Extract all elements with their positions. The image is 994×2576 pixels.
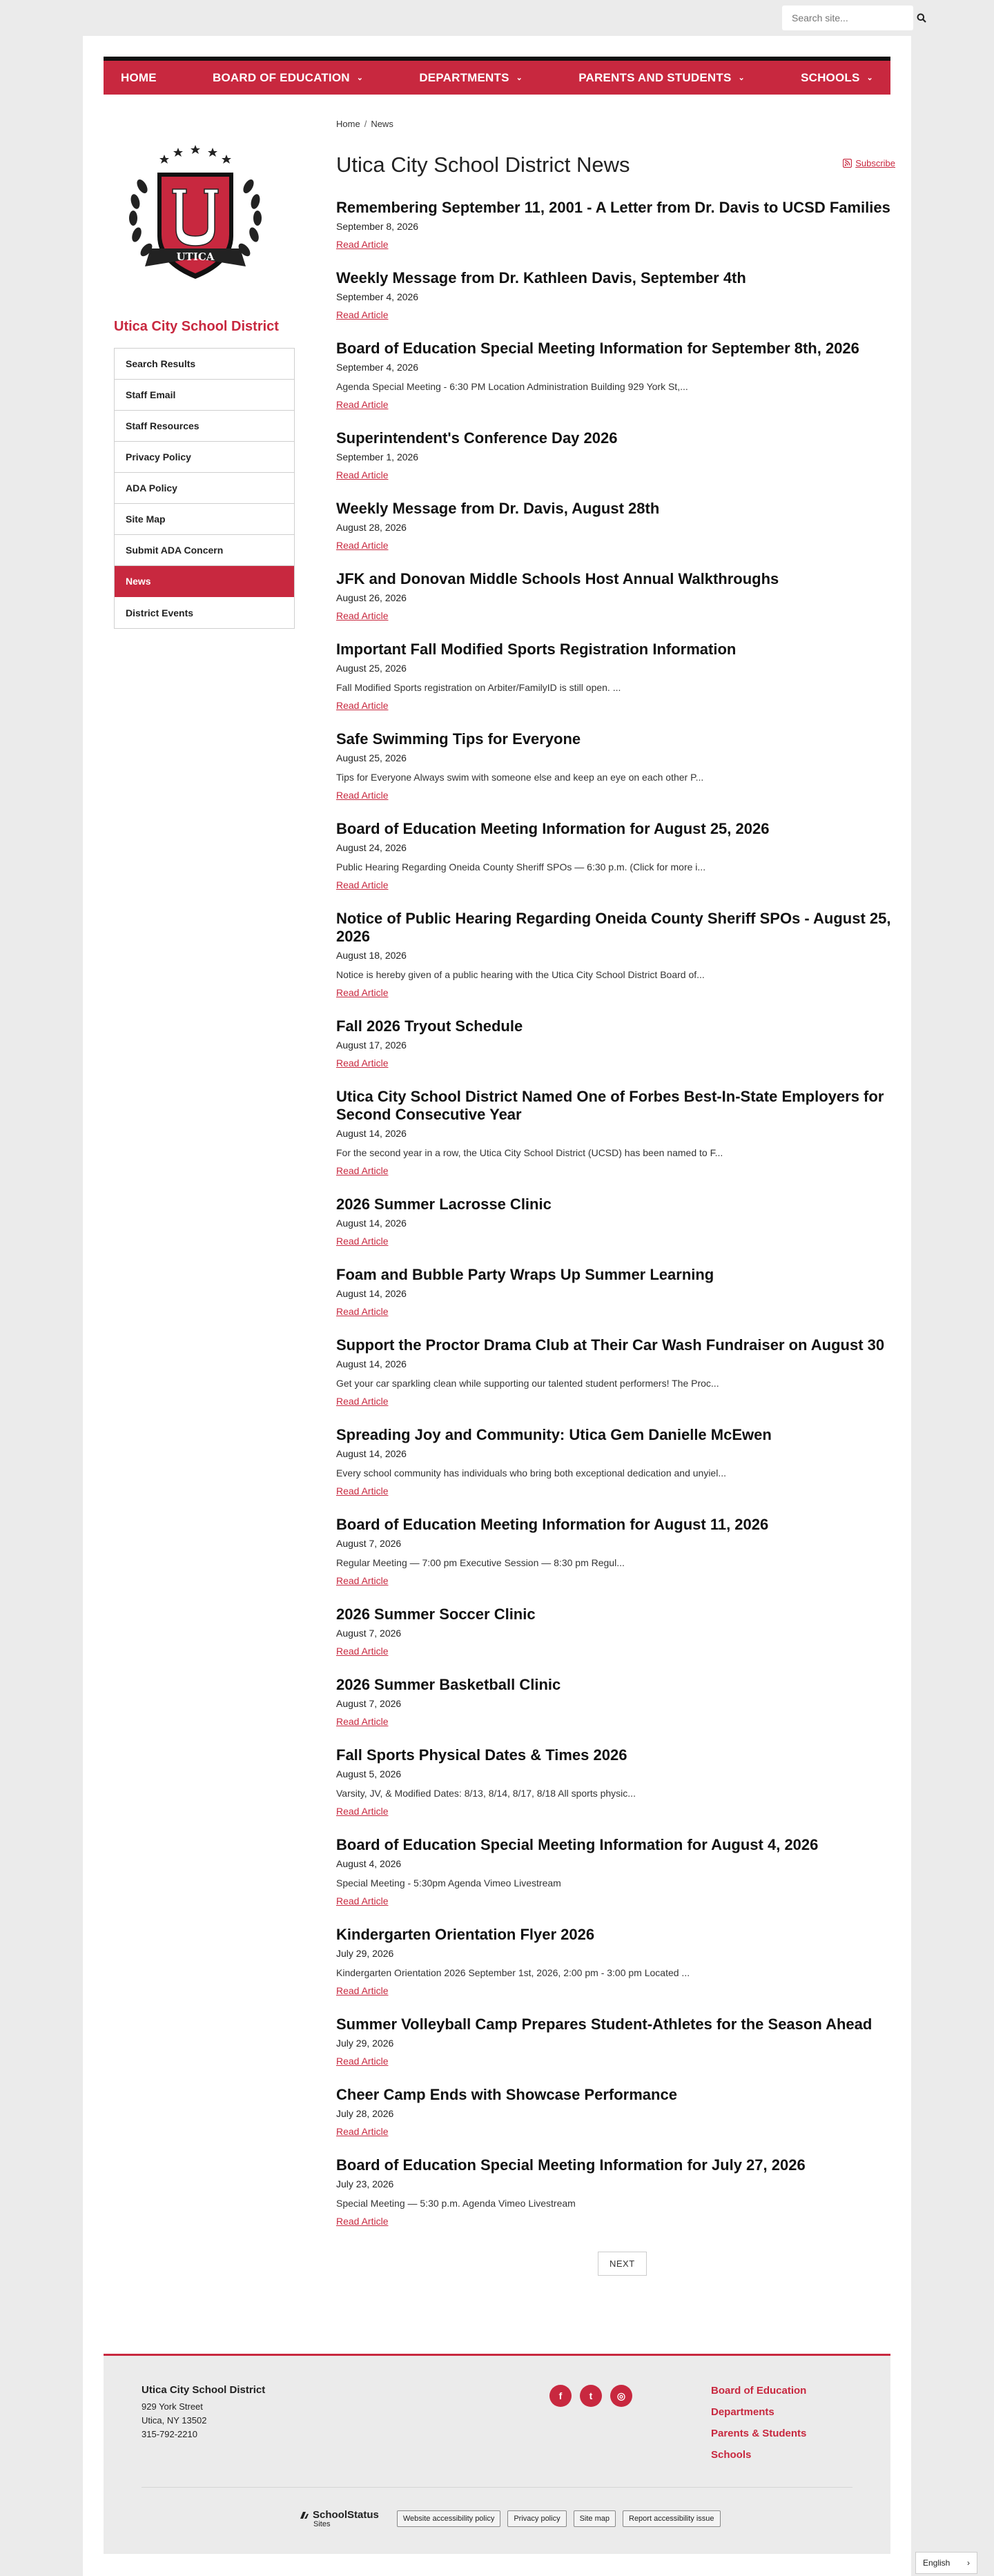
footer-address [142, 2383, 265, 2441]
nav-parents-and-students[interactable] [578, 71, 745, 85]
facebook-icon: f [558, 2390, 563, 2401]
nav-label: SCHOOLS [801, 70, 860, 84]
read-article-link[interactable]: Read Article [336, 1306, 389, 1317]
read-article-link[interactable]: Read Article [336, 700, 389, 711]
news-excerpt: Agenda Special Meeting - 6:30 PM Location Administration Building 929 York St,... [336, 381, 688, 392]
subscribe-link[interactable] [843, 158, 895, 168]
nav-home[interactable] [121, 71, 157, 85]
footer-phone: 315-792-2210 [142, 2429, 197, 2439]
read-article-link[interactable]: Read Article [336, 1806, 389, 1817]
news-date: August 14, 2026 [336, 1128, 407, 1139]
nav-label: PARENTS AND STUDENTS [578, 70, 732, 84]
news-item [336, 1088, 895, 1178]
read-article-link[interactable]: Read Article [336, 610, 389, 621]
read-article-link[interactable]: Read Article [336, 879, 389, 890]
news-item [336, 500, 895, 552]
news-item [336, 2016, 895, 2068]
sidebar-item-submit-ada-concern[interactable]: Submit ADA Concern [115, 535, 294, 566]
news-title[interactable]: Cheer Camp Ends with Showcase Performance [336, 2086, 677, 2103]
read-article-link[interactable]: Read Article [336, 1236, 389, 1247]
news-title[interactable]: Support the Proctor Drama Club at Their Car Wash Fundraiser on August 30 [336, 1336, 885, 1354]
news-excerpt: For the second year in a row, the Utica City School District (UCSD) has been named to F... [336, 1147, 723, 1158]
instagram-link[interactable] [610, 2385, 632, 2407]
district-name: Utica City School District [114, 319, 279, 334]
instagram-icon: ◎ [616, 2390, 626, 2401]
news-date: August 25, 2026 [336, 752, 407, 763]
read-article-link[interactable]: Read Article [336, 1575, 389, 1586]
news-date: August 18, 2026 [336, 950, 407, 961]
news-date: August 7, 2026 [336, 1698, 402, 1709]
news-date: August 17, 2026 [336, 1040, 407, 1051]
news-item [336, 1266, 895, 1318]
news-date: August 14, 2026 [336, 1448, 407, 1459]
chevron-down-icon: ⌄ [356, 74, 364, 82]
schoolstatus-name: SchoolStatus [313, 2509, 379, 2521]
news-date: August 14, 2026 [336, 1358, 407, 1369]
footer-link-parents-students[interactable]: Parents & Students [711, 2428, 807, 2439]
read-article-link[interactable]: Read Article [336, 1165, 389, 1176]
svg-text:UTICA: UTICA [176, 251, 215, 263]
news-date: August 28, 2026 [336, 522, 407, 533]
news-title[interactable]: Summer Volleyball Camp Prepares Student-Athletes for the Season Ahead [336, 2016, 873, 2033]
news-date: August 5, 2026 [336, 1768, 402, 1779]
rss-icon [843, 159, 852, 168]
footer-street: 929 York Street [142, 2401, 203, 2412]
news-excerpt: Get your car sparkling clean while supporting our talented student performers! The Proc... [336, 1378, 719, 1389]
news-item [336, 199, 895, 251]
news-excerpt: Fall Modified Sports registration on Arbiter/FamilyID is still open. ... [336, 682, 621, 693]
news-date: August 7, 2026 [336, 1538, 402, 1549]
news-title[interactable]: Utica City School District Named One of Forbes Best-In-State Employers for Second Consecutive Year [336, 1088, 884, 1123]
news-date: September 1, 2026 [336, 451, 419, 462]
news-title[interactable]: Foam and Bubble Party Wraps Up Summer Learning [336, 1266, 714, 1283]
news-title[interactable]: 2026 Summer Basketball Clinic [336, 1676, 561, 1693]
news-date: August 7, 2026 [336, 1628, 402, 1639]
sidebar-item-privacy-policy[interactable]: Privacy Policy [115, 442, 294, 473]
news-item [336, 269, 895, 322]
read-article-link[interactable]: Read Article [336, 1485, 389, 1496]
news-excerpt: Public Hearing Regarding Oneida County Sheriff SPOs — 6:30 p.m. (Click for more i... [336, 861, 706, 872]
news-title[interactable]: Board of Education Special Meeting Information for July 27, 2026 [336, 2156, 806, 2174]
news-excerpt: Special Meeting - 5:30pm Agenda Vimeo Livestream [336, 1877, 561, 1889]
news-item [336, 641, 895, 712]
news-item [336, 2156, 895, 2228]
search-input[interactable] [782, 6, 917, 30]
side-nav [114, 348, 295, 629]
page-container [83, 36, 911, 2576]
chevron-down-icon: ⌄ [738, 74, 745, 82]
news-title[interactable]: 2026 Summer Soccer Clinic [336, 1606, 536, 1623]
news-title[interactable]: Spreading Joy and Community: Utica Gem Danielle McEwen [336, 1426, 772, 1443]
language-selector[interactable] [915, 2552, 977, 2574]
footer [104, 2354, 890, 2554]
page-title: Utica City School District News [336, 153, 630, 177]
news-item [336, 2086, 895, 2138]
search-button[interactable] [917, 6, 926, 30]
news-excerpt: Kindergarten Orientation 2026 September 1st, 2026, 2:00 pm - 3:00 pm Located ... [336, 1967, 690, 1978]
news-item [336, 1516, 895, 1588]
news-date: September 8, 2026 [336, 221, 419, 232]
nav-board-of-education[interactable] [213, 71, 363, 85]
news-date: August 4, 2026 [336, 1858, 402, 1869]
news-item [336, 1606, 895, 1658]
nav-label: HOME [121, 70, 157, 84]
logo-image [109, 133, 282, 298]
facebook-link[interactable] [549, 2385, 572, 2407]
news-date: August 26, 2026 [336, 592, 407, 603]
news-title[interactable]: JFK and Donovan Middle Schools Host Annual Walkthroughs [336, 570, 779, 587]
news-title[interactable]: Superintendent's Conference Day 2026 [336, 429, 618, 447]
footer-district-name: Utica City School District [142, 2384, 266, 2396]
main-nav [104, 57, 890, 95]
social-links [549, 2385, 632, 2407]
footer-city: Utica, NY 13502 [142, 2415, 207, 2426]
read-article-link[interactable]: Read Article [336, 469, 389, 480]
news-item [336, 570, 895, 623]
news-title[interactable]: Safe Swimming Tips for Everyone [336, 730, 581, 748]
sidebar-item-site-map[interactable]: Site Map [115, 504, 294, 535]
breadcrumb-current: News [371, 119, 393, 129]
read-article-link[interactable]: Read Article [336, 1895, 389, 1906]
read-article-link[interactable]: Read Article [336, 540, 389, 551]
news-title[interactable]: Weekly Message from Dr. Kathleen Davis, September 4th [336, 269, 746, 286]
news-date: August 24, 2026 [336, 842, 407, 853]
read-article-link[interactable]: Read Article [336, 2056, 389, 2067]
read-article-link[interactable]: Read Article [336, 239, 389, 250]
sidebar-item-news[interactable]: News [115, 566, 294, 597]
chevron-right-icon: › [967, 2558, 970, 2568]
main-content [336, 119, 895, 2246]
news-date: August 25, 2026 [336, 663, 407, 674]
nav-departments[interactable] [419, 71, 523, 85]
next-page-button[interactable]: NEXT [598, 2252, 647, 2276]
pager [598, 2252, 647, 2276]
chevron-down-icon: ⌄ [866, 74, 873, 82]
footer-button-site-map[interactable]: Site map [574, 2510, 616, 2527]
schoolstatus-sub: Sites [313, 2520, 331, 2528]
news-title[interactable]: Kindergarten Orientation Flyer 2026 [336, 1926, 595, 1943]
news-title[interactable]: Board of Education Meeting Information for August 25, 2026 [336, 820, 770, 837]
news-item [336, 1336, 895, 1408]
sidebar-item-search-results[interactable]: Search Results [115, 349, 294, 380]
news-date: September 4, 2026 [336, 291, 419, 302]
read-article-link[interactable]: Read Article [336, 1985, 389, 1996]
search-box [782, 6, 913, 30]
footer-button-report-accessibility-issue[interactable]: Report accessibility issue [623, 2510, 721, 2527]
footer-bottom [300, 2509, 721, 2528]
news-excerpt: Tips for Everyone Always swim with someone else and keep an eye on each other P... [336, 772, 704, 783]
read-article-link[interactable]: Read Article [336, 1396, 389, 1407]
read-article-link[interactable]: Read Article [336, 1716, 389, 1727]
district-logo [109, 133, 282, 298]
footer-button-privacy-policy[interactable]: Privacy policy [507, 2510, 566, 2527]
news-item [336, 1926, 895, 1998]
twitter-link[interactable] [580, 2385, 602, 2407]
schoolstatus-icon [300, 2511, 309, 2519]
news-date: July 23, 2026 [336, 2178, 394, 2189]
news-item [336, 820, 895, 892]
news-item [336, 1196, 895, 1248]
footer-divider [142, 2487, 852, 2488]
news-title[interactable]: Board of Education Special Meeting Information for August 4, 2026 [336, 1836, 819, 1853]
subscribe-label: Subscribe [855, 158, 895, 168]
news-excerpt: Special Meeting — 5:30 p.m. Agenda Vimeo Livestream [336, 2198, 576, 2209]
footer-link-board-of-education[interactable]: Board of Education [711, 2385, 807, 2397]
read-article-link[interactable]: Read Article [336, 1057, 389, 1069]
news-title[interactable]: 2026 Summer Lacrosse Clinic [336, 1196, 552, 1213]
read-article-link[interactable]: Read Article [336, 790, 389, 801]
news-title[interactable]: Remembering September 11, 2001 - A Letter from Dr. Davis to UCSD Families [336, 199, 890, 216]
news-date: August 14, 2026 [336, 1218, 407, 1229]
news-date: July 29, 2026 [336, 1948, 394, 1959]
nav-schools[interactable] [801, 71, 873, 85]
news-item [336, 1017, 895, 1070]
news-date: July 28, 2026 [336, 2108, 394, 2119]
news-title[interactable]: Notice of Public Hearing Regarding Oneida County Sheriff SPOs - August 25, 2026 [336, 910, 891, 945]
news-item [336, 910, 895, 999]
news-title[interactable]: Board of Education Special Meeting Information for September 8th, 2026 [336, 340, 859, 357]
chevron-down-icon: ⌄ [516, 74, 523, 82]
news-date: September 4, 2026 [336, 362, 419, 373]
news-title[interactable]: Important Fall Modified Sports Registration Information [336, 641, 737, 658]
breadcrumb [336, 119, 895, 129]
news-item [336, 730, 895, 802]
news-title[interactable]: Fall 2026 Tryout Schedule [336, 1017, 523, 1035]
read-article-link[interactable]: Read Article [336, 309, 389, 320]
footer-link-schools[interactable]: Schools [711, 2449, 752, 2461]
news-excerpt: Regular Meeting — 7:00 pm Executive Session — 8:30 pm Regul... [336, 1557, 625, 1568]
sidebar-item-staff-email[interactable]: Staff Email [115, 380, 294, 411]
footer-button-website-accessibility-policy[interactable]: Website accessibility policy [397, 2510, 500, 2527]
language-label: English [923, 2558, 951, 2568]
read-article-link[interactable]: Read Article [336, 987, 389, 998]
news-date: July 29, 2026 [336, 2038, 394, 2049]
read-article-link[interactable]: Read Article [336, 2126, 389, 2137]
sidebar-item-staff-resources[interactable]: Staff Resources [115, 411, 294, 442]
news-excerpt: Every school community has individuals who bring both exceptional dedication and unyiel... [336, 1467, 726, 1479]
news-list [336, 199, 895, 2228]
footer-link-departments[interactable]: Departments [711, 2406, 774, 2418]
news-title[interactable]: Fall Sports Physical Dates & Times 2026 [336, 1746, 627, 1764]
title-row [336, 153, 895, 180]
read-article-link[interactable]: Read Article [336, 2216, 389, 2227]
sidebar-item-ada-policy[interactable]: ADA Policy [115, 473, 294, 504]
sidebar-item-district-events[interactable]: District Events [115, 597, 294, 628]
read-article-link[interactable]: Read Article [336, 399, 389, 410]
nav-label: DEPARTMENTS [419, 70, 509, 84]
search-icon [917, 13, 926, 23]
news-item [336, 1836, 895, 1908]
news-excerpt: Notice is hereby given of a public hearing with the Utica City School District Board of... [336, 969, 705, 980]
news-excerpt: Varsity, JV, & Modified Dates: 8/13, 8/14, 8/17, 8/18 All sports physic... [336, 1788, 636, 1799]
news-title[interactable]: Weekly Message from Dr. Davis, August 28th [336, 500, 660, 517]
news-item [336, 340, 895, 411]
top-bar [0, 0, 994, 36]
nav-label: BOARD OF EDUCATION [212, 70, 350, 84]
news-title[interactable]: Board of Education Meeting Information for August 11, 2026 [336, 1516, 769, 1533]
news-item [336, 429, 895, 482]
news-item [336, 1676, 895, 1728]
schoolstatus-logo[interactable] [300, 2509, 379, 2528]
read-article-link[interactable]: Read Article [336, 1646, 389, 1657]
breadcrumb-separator: / [364, 119, 367, 129]
twitter-icon: t [589, 2390, 593, 2401]
news-item [336, 1426, 895, 1498]
footer-links [711, 2385, 806, 2470]
news-date: August 14, 2026 [336, 1288, 407, 1299]
news-item [336, 1746, 895, 1818]
breadcrumb-home[interactable]: Home [336, 119, 360, 129]
